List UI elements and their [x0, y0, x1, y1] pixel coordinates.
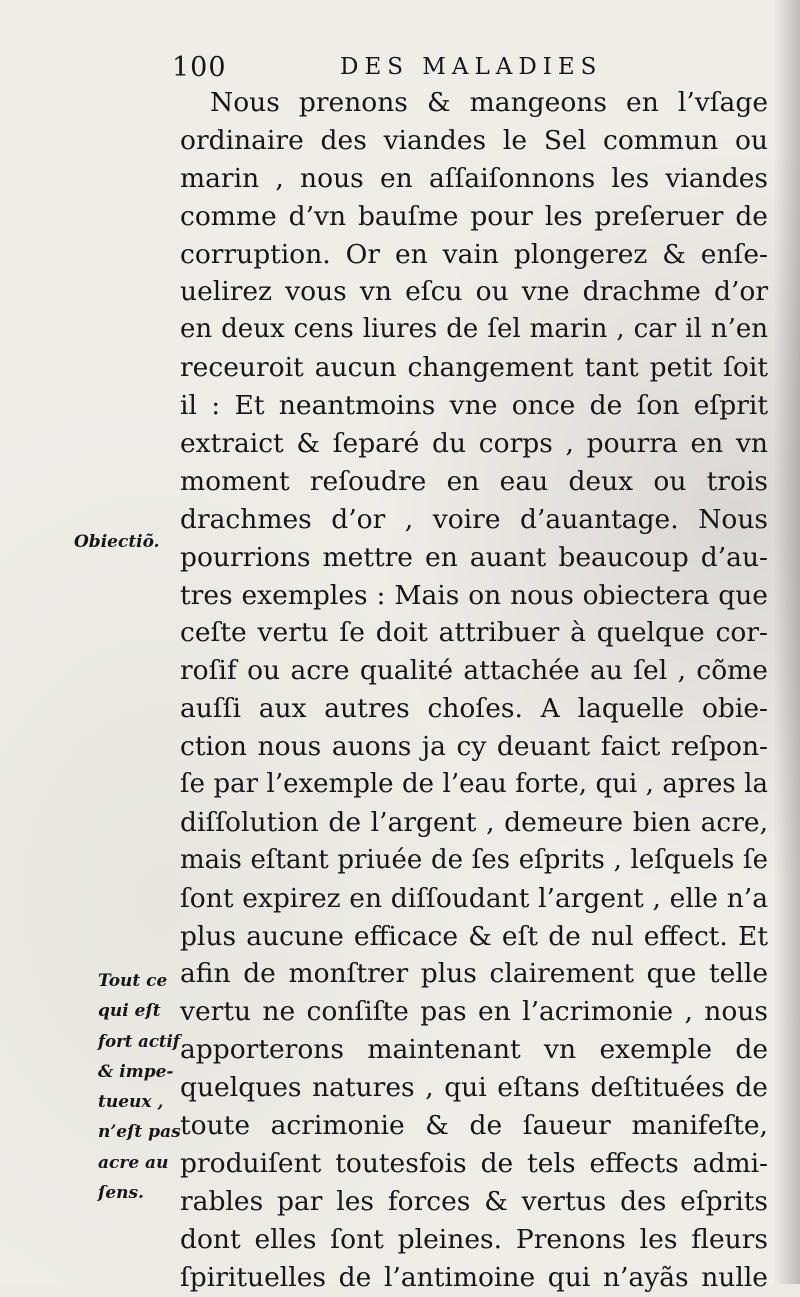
- text-line: apporterons maintenant vn exemple de: [180, 1034, 768, 1066]
- text-line: mais eſtant priuée de ſes eſprits , leſquels ſe: [180, 844, 768, 875]
- margin-note-line: Tout ce: [98, 971, 168, 991]
- text-line: auſſi aux autres choſes. A laquelle obie-: [180, 693, 768, 725]
- margin-note-line: fort actif: [98, 1031, 180, 1051]
- text-line: diſſolution de l’argent , demeure bien acre,: [180, 806, 768, 838]
- text-line: drachmes d’or , voire d’auantage. Nous: [180, 503, 768, 535]
- text-line: extraict & ſeparé du corps , pourra en vn: [180, 428, 768, 460]
- margin-note-line: n’eſt pas: [98, 1122, 181, 1143]
- text-line: tres exemples : Mais on nous obiectera que: [180, 579, 768, 611]
- text-line: comme d’vn bauſme pour les preſeruer de: [180, 200, 768, 232]
- text-line: rables par les forces & vertus des eſprits: [180, 1185, 768, 1217]
- text-line: marin , nous en aſſaiſonnons les viandes: [180, 162, 768, 194]
- margin-note-objection: Obiectiõ.: [74, 532, 160, 552]
- margin-note-tout-ce: [98, 966, 180, 1208]
- text-line: ſont expirez en diſſoudant l’argent , elle n’a: [180, 882, 768, 914]
- margin-note-line: tueux ,: [98, 1092, 164, 1113]
- text-line: corruption. Or en vain plongerez & enſe-: [180, 238, 768, 270]
- page-number: 100: [172, 52, 227, 83]
- text-line: toute acrimonie & de ſaueur manifeſte,: [180, 1110, 768, 1142]
- text-line: receuroit aucun changement tant petit ſoit: [180, 352, 768, 384]
- text-line: ordinaire des viandes le Sel commun ou: [180, 124, 768, 156]
- text-line: pourrions mettre en auant beaucoup d’au-: [180, 541, 768, 573]
- text-line: roſif ou acre qualité attachée au ſel , cõme: [180, 655, 768, 687]
- margin-note-line: qui eſt: [98, 1001, 161, 1022]
- text-line: vertu ne conſiſte pas en l’acrimonie , nous: [180, 996, 768, 1028]
- page-edge-shadow: [774, 0, 800, 1284]
- text-line: ction nous auons ja cy deuant faict reſpon-: [180, 731, 768, 763]
- text-line: ceſte vertu ſe doit attribuer à quelque cor-: [180, 617, 768, 649]
- text-line: ſe par l’exemple de l’eau forte, qui , apres la: [180, 769, 768, 800]
- text-line: uelirez vous vn eſcu ou vne drachme d’or: [180, 276, 768, 308]
- text-line: dont elles ſont pleines. Prenons les fleurs: [180, 1223, 768, 1255]
- margin-note-line: acre au: [98, 1152, 169, 1173]
- text-line: plus aucune efficace & eſt de nul effect. Et: [180, 920, 768, 952]
- margin-note-line: & impe-: [98, 1061, 174, 1082]
- text-line: quelques natures , qui eſtans deſtituées de: [180, 1072, 768, 1104]
- text-line: en deux cens liures de ſel marin , car il n’en: [180, 314, 768, 345]
- text-line: il : Et neantmoins vne once de ſon eſprit: [180, 390, 768, 422]
- text-line: moment reſoudre en eau deux ou trois: [180, 465, 768, 497]
- running-title: DES MALADIES: [340, 54, 603, 80]
- body-text: [180, 84, 768, 1297]
- margin-note-line: ſens.: [98, 1183, 144, 1204]
- text-line: Nous prenons & mangeons en l’vſage: [210, 87, 768, 118]
- text-line: ſpirituelles de l’antimoine qui n’ayãs nulle: [180, 1261, 768, 1293]
- text-line: afin de monſtrer plus clairement que telle: [180, 958, 768, 990]
- text-line: produiſent toutesfois de tels effects admi-: [180, 1147, 768, 1179]
